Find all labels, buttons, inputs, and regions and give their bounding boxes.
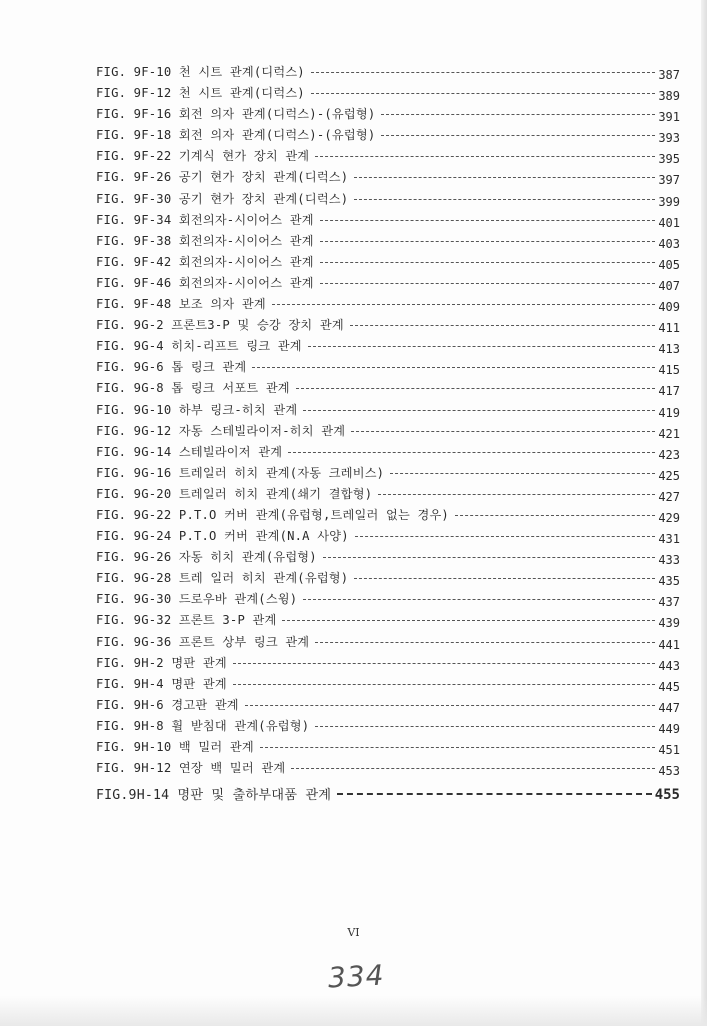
dot-leader: [303, 410, 655, 411]
dot-leader: [354, 578, 655, 579]
toc-entry-page-number: 449: [658, 721, 680, 736]
toc-entry-label: FIG. 9F-22 기계식 현가 장치 관계: [96, 149, 310, 164]
toc-entry-label: FIG. 9G-22 P.T.O 커버 관계(유럽형,트레일러 없는 경우): [96, 507, 449, 522]
toc-entry-label: FIG. 9G-12 자동 스테빌라이저-히치 관계: [96, 423, 346, 438]
toc-entry-label: FIG. 9G-26 자동 히치 관계(유럽형): [96, 550, 317, 565]
toc-entry: [96, 378, 680, 399]
toc-entry-page-number: 443: [658, 658, 680, 673]
toc-entry: [96, 547, 680, 568]
toc-entry-page-number: 413: [658, 342, 680, 357]
toc-entry: [96, 463, 680, 484]
toc-entry-page-number: 429: [658, 510, 680, 525]
toc-entry-page-number: 387: [658, 68, 680, 82]
dot-leader: [288, 452, 655, 453]
toc-entry-page-number: 425: [658, 468, 680, 483]
toc-entry: [96, 189, 680, 210]
roman-page-number: VI: [347, 926, 360, 939]
dot-leader: [455, 515, 655, 516]
toc-entry-label: FIG. 9H-4 명판 관계: [96, 676, 227, 691]
toc-entry: [96, 421, 680, 442]
toc-entry-page-number: 419: [658, 405, 680, 420]
scan-shadow: [0, 996, 707, 1026]
dot-leader: [315, 156, 655, 157]
toc-entry-label: FIG. 9G-8 톱 링크 서포트 관계: [96, 381, 290, 396]
dot-leader: [323, 557, 655, 558]
dot-leader: [320, 220, 656, 221]
dot-leader: [311, 72, 655, 73]
dot-leader: [315, 726, 655, 727]
toc-entry: [96, 674, 680, 695]
toc-entry-label: FIG. 9G-20 트레일러 히치 관계(쇄기 결합형): [96, 486, 373, 501]
toc-entry-page-number: 421: [658, 426, 680, 441]
toc-entry-label: FIG. 9H-6 경고판 관계: [96, 697, 239, 712]
toc-entry: [96, 315, 680, 336]
toc-entry-page-number: 415: [658, 363, 680, 378]
toc-entry: [96, 526, 680, 547]
toc-entry-label: FIG. 9G-10 하부 링크-히치 관계: [96, 402, 298, 417]
dot-leader: [354, 177, 655, 178]
toc-entry-label: FIG. 9G-32 프론트 3-P 관계: [96, 613, 277, 628]
toc-entry-label: FIG. 9F-42 회전의자-시이어스 관계: [96, 254, 314, 269]
toc-entry-page-number: 431: [658, 532, 680, 547]
toc-entry-page-number: 423: [658, 447, 680, 462]
toc-entry-page-number: 401: [658, 215, 680, 230]
toc-entry-label: FIG. 9F-18 회전 의자 관계(디럭스)-(유럽형): [96, 128, 376, 143]
toc-entry: [96, 737, 680, 758]
toc-entry-page-number: 445: [658, 679, 680, 694]
toc-entry-label: FIG. 9G-4 히치-리프트 링크 관계: [96, 339, 302, 354]
dot-leader: [354, 199, 655, 200]
toc-entry: [96, 610, 680, 631]
toc-entry-page-number: 441: [658, 637, 680, 652]
toc-entry-page-number: 447: [658, 700, 680, 715]
toc-entry-page-number: 451: [658, 743, 680, 757]
toc-entry: [96, 484, 680, 505]
dot-leader: [351, 431, 655, 432]
toc-entry: [96, 632, 680, 653]
toc-entry: [96, 336, 680, 357]
dot-leader: [320, 241, 656, 242]
dot-leader: [315, 642, 655, 643]
toc-entry-page-number: 455: [654, 787, 680, 804]
toc-entry: [96, 125, 680, 146]
toc-entry-page-number: 393: [658, 131, 680, 146]
toc-entry-page-number: 403: [658, 236, 680, 251]
toc-entry: [96, 716, 680, 737]
toc-entry-label: FIG. 9F-30 공기 현가 장치 관계(디럭스): [96, 191, 349, 206]
toc-entry: [96, 357, 680, 378]
toc-entry-label: FIG. 9G-16 트레일러 히치 관계(자동 크레비스): [96, 465, 385, 480]
toc-entry-label: FIG. 9G-28 트레 일러 히치 관계(유럽형): [96, 571, 349, 586]
dot-leader: [355, 536, 656, 537]
toc-entry-label: FIG. 9H-8 휠 받침대 관계(유럽형): [96, 718, 310, 733]
dot-leader: [245, 705, 656, 706]
dot-leader: [320, 262, 656, 263]
toc-entry-page-number: 439: [658, 616, 680, 631]
toc-entry-label: FIG. 9F-26 공기 현가 장치 관계(디럭스): [96, 170, 349, 185]
toc-entry-page-number: 405: [658, 257, 680, 272]
dot-leader: [303, 599, 655, 600]
dot-leader: [350, 325, 655, 326]
toc-entry: [96, 252, 680, 273]
toc-entry-label: FIG. 9G-24 P.T.O 커버 관계(N.A 사양): [96, 529, 349, 544]
toc-entry: [96, 758, 680, 779]
handwritten-page-number: 334: [327, 958, 386, 995]
dot-leader: [252, 367, 655, 368]
toc-entry: [96, 167, 680, 188]
toc-entry-label: FIG. 9F-12 천 시트 관계(디럭스): [96, 86, 305, 101]
dot-leader: [260, 747, 655, 748]
toc-entry-page-number: 399: [658, 194, 680, 209]
toc-entry-page-number: 395: [658, 152, 680, 167]
toc-entry: [96, 442, 680, 463]
toc-entry: [96, 294, 680, 315]
toc-entry: [96, 210, 680, 231]
dot-leader: [311, 93, 655, 94]
toc-entry-label: FIG. 9H-2 명판 관계: [96, 655, 227, 670]
toc-entry-label: FIG. 9F-38 회전의자-시이어스 관계: [96, 233, 314, 248]
toc-entry-page-number: 411: [658, 321, 680, 336]
toc-entry-label: FIG. 9G-6 톱 링크 관계: [96, 360, 247, 375]
toc-entry: [96, 231, 680, 252]
scan-edge: [701, 0, 707, 1026]
toc-entry-label: FIG.9H-14 명판 및 출하부대품 관계: [96, 788, 332, 804]
toc-entry-page-number: 409: [658, 300, 680, 315]
toc-entry-label: FIG. 9G-14 스테빌라이저 관계: [96, 444, 283, 459]
toc-entry: [96, 83, 680, 104]
toc-entry-label: FIG. 9G-2 프론트3-P 및 승강 장치 관계: [96, 318, 344, 333]
dot-leader: [378, 494, 655, 495]
dot-leader: [337, 793, 651, 795]
toc-entry: [96, 400, 680, 421]
toc-entry: [96, 505, 680, 526]
table-of-contents: [96, 62, 680, 807]
dot-leader: [282, 620, 655, 621]
toc-entry: [96, 695, 680, 716]
toc-entry-page-number: 433: [658, 553, 680, 568]
toc-entry: [96, 273, 680, 294]
toc-entry-label: FIG. 9F-34 회전의자-시이어스 관계: [96, 212, 314, 227]
dot-leader: [233, 663, 656, 664]
dot-leader: [296, 388, 656, 389]
toc-entry-page-number: 397: [658, 173, 680, 188]
toc-entry: [96, 589, 680, 610]
toc-entry-label: FIG. 9F-48 보조 의자 관계: [96, 297, 266, 312]
toc-entry-page-number: 391: [658, 110, 680, 125]
dot-leader: [320, 283, 656, 284]
dot-leader: [272, 304, 655, 305]
toc-entry: [96, 783, 680, 807]
toc-entry: [96, 62, 680, 83]
toc-entry-label: FIG. 9G-30 드로우바 관계(스윙): [96, 592, 298, 607]
toc-entry-label: FIG. 9F-10 천 시트 관계(디럭스): [96, 65, 305, 79]
toc-entry-label: FIG. 9H-10 백 밀러 관계: [96, 740, 254, 754]
dot-leader: [233, 684, 656, 685]
toc-entry: [96, 104, 680, 125]
toc-entry: [96, 653, 680, 674]
dot-leader: [308, 346, 656, 347]
toc-entry-page-number: 417: [658, 384, 680, 399]
dot-leader: [390, 473, 655, 474]
toc-entry-page-number: 453: [658, 764, 680, 779]
dot-leader: [291, 768, 655, 769]
toc-entry-label: FIG. 9H-12 연장 백 밀러 관계: [96, 761, 286, 776]
toc-entry-page-number: 407: [658, 278, 680, 293]
toc-entry: [96, 146, 680, 167]
toc-entry: [96, 568, 680, 589]
toc-entry-label: FIG. 9F-16 회전 의자 관계(디럭스)-(유럽형): [96, 107, 376, 122]
toc-entry-page-number: 427: [658, 489, 680, 504]
toc-entry-label: FIG. 9G-36 프론트 상부 링크 관계: [96, 634, 310, 649]
toc-entry-page-number: 437: [658, 595, 680, 610]
dot-leader: [381, 135, 655, 136]
toc-entry-page-number: 435: [658, 574, 680, 589]
toc-entry-label: FIG. 9F-46 회전의자-시이어스 관계: [96, 275, 314, 290]
toc-entry-page-number: 389: [658, 89, 680, 104]
dot-leader: [381, 114, 655, 115]
